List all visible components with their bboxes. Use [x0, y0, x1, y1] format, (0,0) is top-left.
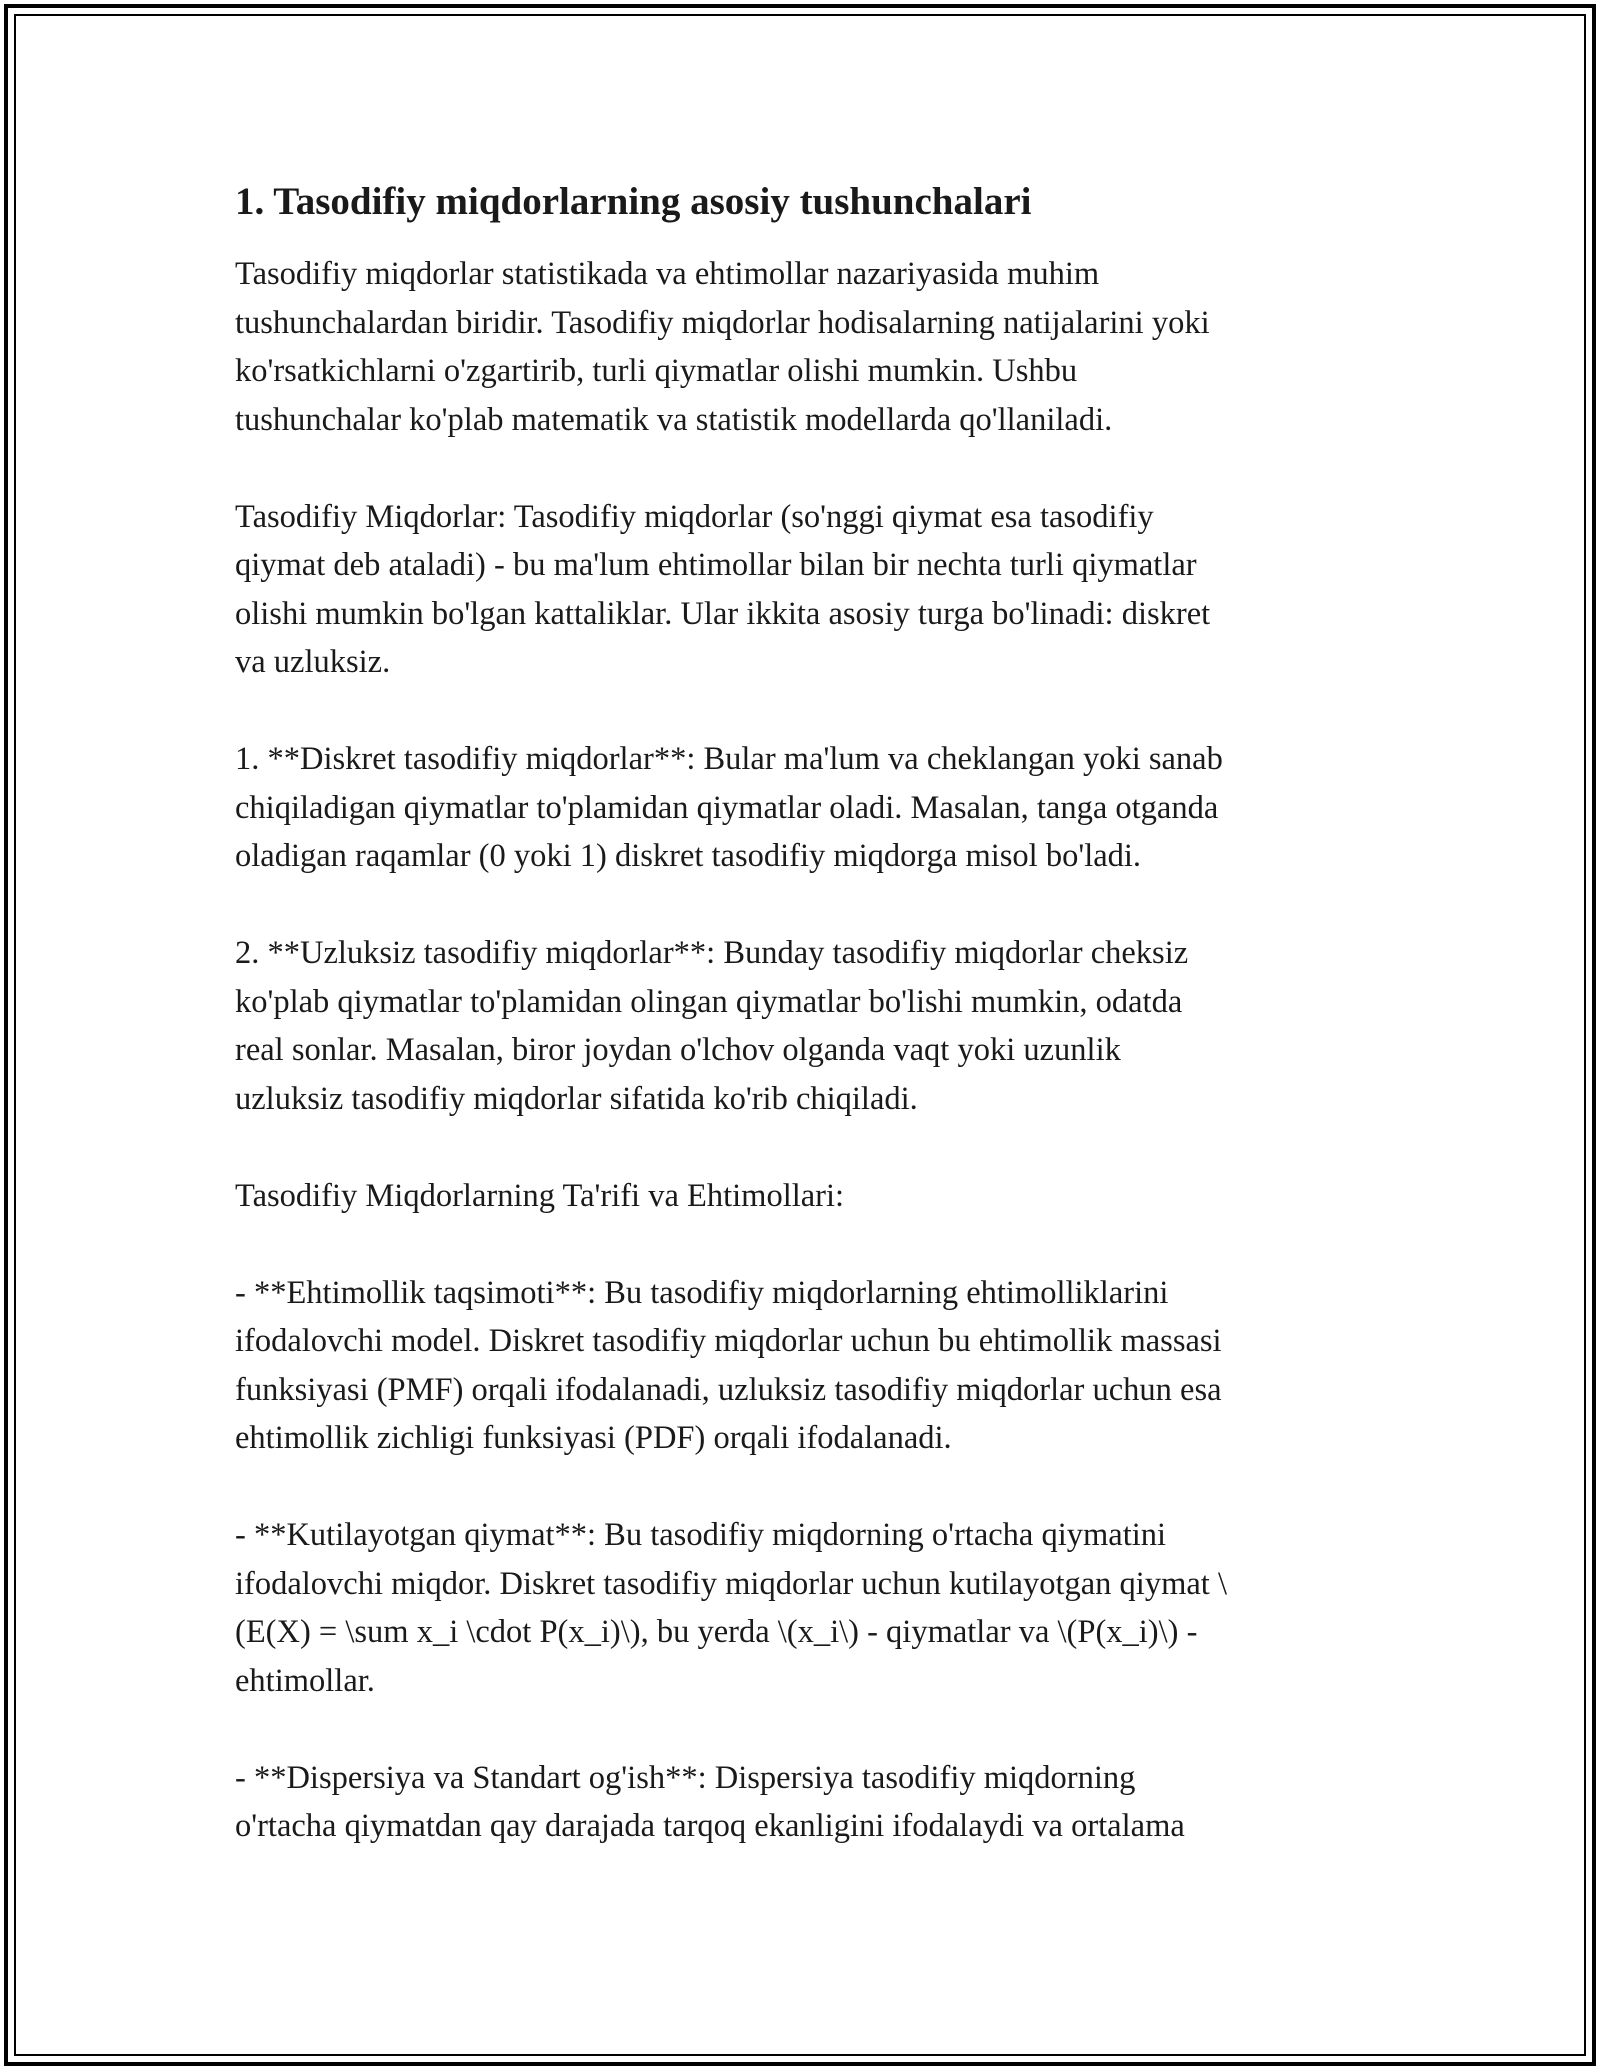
paragraph-discrete: [235, 735, 1375, 881]
text-line: real sonlar. Masalan, biror joydan o'lchov olganda vaqt yoki uzunlik: [235, 1032, 1121, 1068]
text-line: o'rtacha qiymatdan qay darajada tarqoq ekanligini ifodalaydi va ortalama: [235, 1808, 1185, 1844]
text-line: ko'plab qiymatlar to'plamidan olingan qiymatlar bo'lishi mumkin, odatda: [235, 983, 1183, 1020]
text-line: uzluksiz tasodifiy miqdorlar sifatida ko'rib chiqiladi.: [235, 1080, 918, 1117]
text-line: funksiyasi (PMF) orqali ifodalanadi, uzluksiz tasodifiy miqdorlar uchun esa: [235, 1371, 1222, 1408]
document-body: [235, 178, 1375, 1899]
text-line: ehtimollik zichligi funksiyasi (PDF) orqali ifodalanadi.: [235, 1420, 952, 1456]
paragraph-expected-value: [235, 1511, 1375, 1705]
paragraph-dispersion: [235, 1754, 1375, 1851]
text-line: ehtimollar.: [235, 1662, 375, 1699]
text-line: Tasodifiy Miqdorlarning Ta'rifi va Ehtimollari:: [235, 1177, 845, 1214]
paragraph-distribution: [235, 1269, 1375, 1463]
text-line: olishi mumkin bo'lgan kattaliklar. Ular ikkita asosiy turga bo'linadi: diskret: [235, 595, 1211, 632]
paragraph-definition: [235, 493, 1375, 687]
text-line: - **Kutilayotgan qiymat**: Bu tasodifiy miqdorning o'rtacha qiymatini: [235, 1517, 1167, 1553]
text-line: Tasodifiy miqdorlar statistikada va ehtimollar nazariyasida muhim: [235, 256, 1100, 292]
text-line: tushunchalar ko'plab matematik va statistik modellarda qo'llaniladi.: [235, 401, 1113, 438]
text-line: Tasodifiy Miqdorlar: Tasodifiy miqdorlar (so'nggi qiymat esa tasodifiy: [235, 498, 1154, 535]
text-line: ifodalovchi miqdor. Diskret tasodifiy miqdorlar uchun kutilayotgan qiymat \: [235, 1565, 1227, 1602]
text-line: va uzluksiz.: [235, 644, 391, 680]
text-line: oladigan raqamlar (0 yoki 1) diskret tasodifiy miqdorga misol bo'ladi.: [235, 838, 1142, 874]
text-line: 2. **Uzluksiz tasodifiy miqdorlar**: Bunday tasodifiy miqdorlar cheksiz: [235, 935, 1189, 971]
text-line: - **Ehtimollik taqsimoti**: Bu tasodifiy miqdorlarning ehtimolliklarini: [235, 1274, 1169, 1311]
text-line: ko'rsatkichlarni o'zgartirib, turli qiymatlar olishi mumkin. Ushbu: [235, 353, 1078, 389]
text-line: qiymat deb ataladi) - bu ma'lum ehtimollar bilan bir nechta turli qiymatlar: [235, 547, 1197, 583]
text-line: tushunchalardan biridir. Tasodifiy miqdorlar hodisalarning natijalarini yoki: [235, 304, 1210, 341]
text-line: (E(X) = \sum x_i \cdot P(x_i)\), bu yerda \(x_i\) - qiymatlar va \(P(x_i)\) -: [235, 1614, 1198, 1650]
text-line: 1. **Diskret tasodifiy miqdorlar**: Bular ma'lum va cheklangan yoki sanab: [235, 741, 1223, 777]
text-line: chiqiladigan qiymatlar to'plamidan qiymatlar oladi. Masalan, tanga otganda: [235, 789, 1219, 826]
paragraph-intro: [235, 250, 1375, 444]
text-line: - **Dispersiya va Standart og'ish**: Dispersiya tasodifiy miqdorning: [235, 1759, 1136, 1796]
section-title: 1. Tasodifiy miqdorlarning asosiy tushunchalari: [235, 180, 1032, 223]
paragraph-subheading: [235, 1172, 1375, 1221]
text-line: ifodalovchi model. Diskret tasodifiy miqdorlar uchun bu ehtimollik massasi: [235, 1323, 1222, 1359]
paragraph-continuous: [235, 929, 1375, 1123]
